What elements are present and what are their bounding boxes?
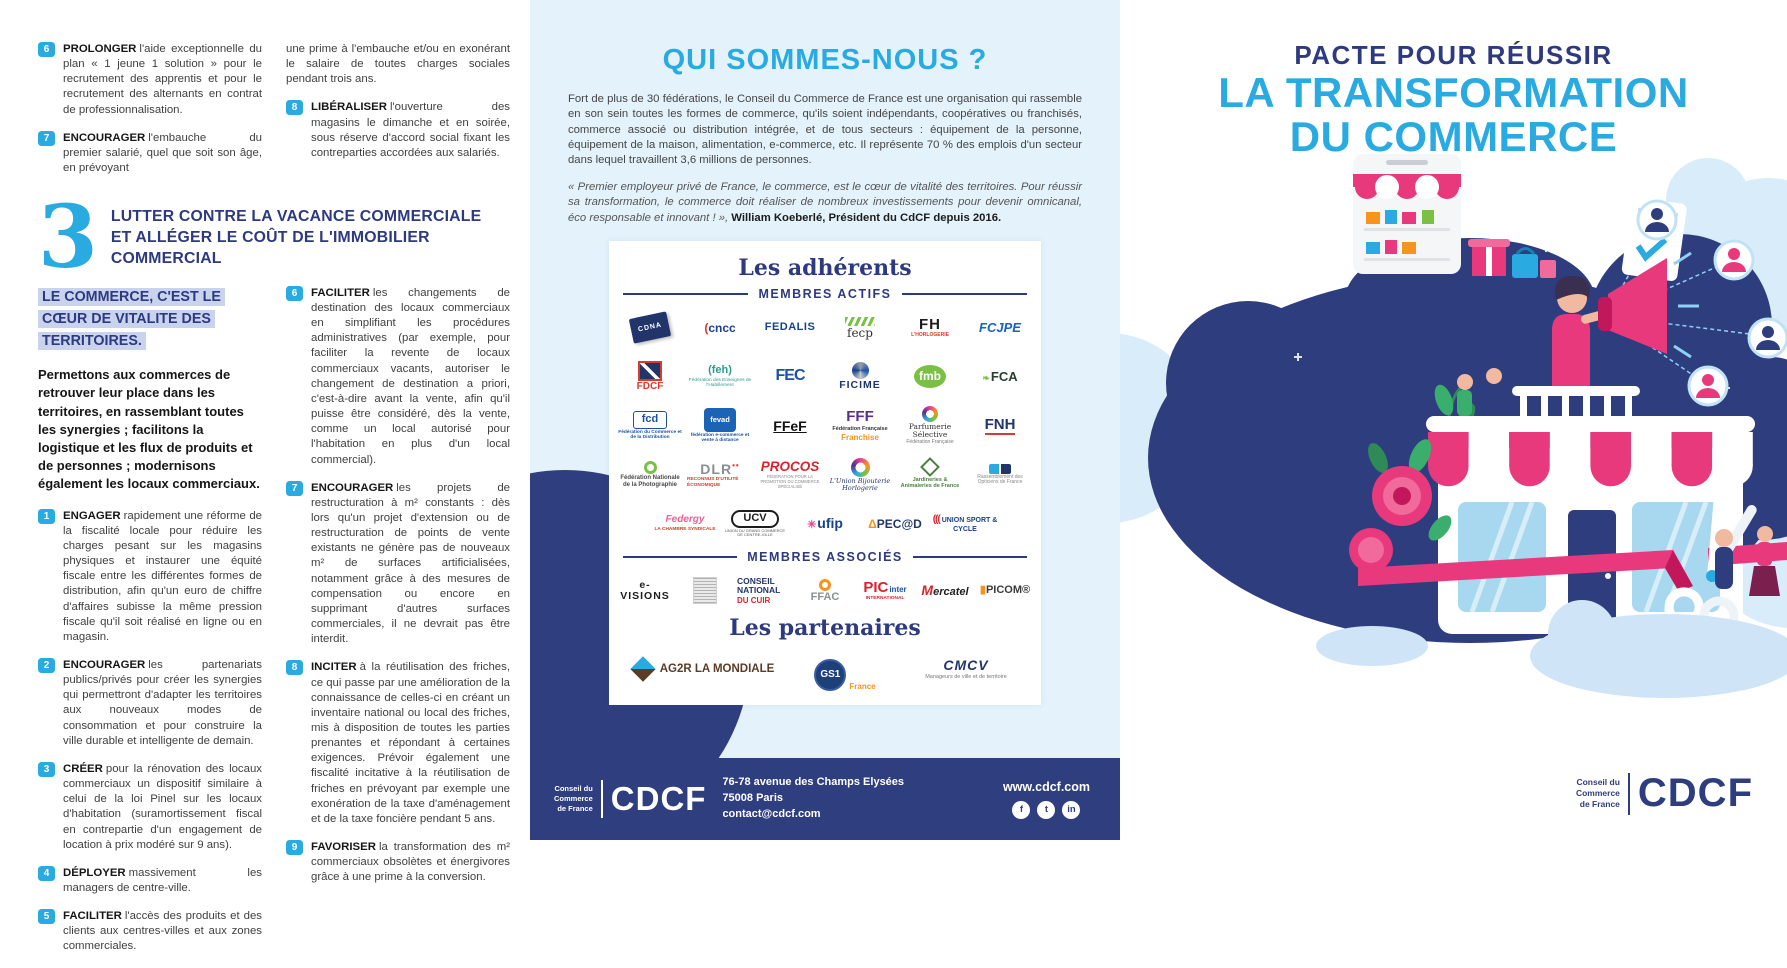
rainbow-ring-icon (851, 458, 870, 477)
item-keyword: DÉPLOYER (63, 866, 126, 879)
shop-window-left (1458, 502, 1546, 612)
logo-label: Jardineries & Animaleries de France (900, 477, 960, 489)
cover-title-line2: LA TRANSFORMATION (1218, 69, 1689, 116)
logo-label: FCJPE (979, 320, 1021, 336)
section-3-header (38, 187, 510, 289)
logo-label: FFAC (810, 590, 840, 603)
action-item-6 (286, 286, 510, 468)
divider-line (902, 293, 1027, 295)
item-number-badge: 9 (286, 840, 303, 855)
logo-subtitle: Fédération Française (906, 438, 954, 445)
item-number-badge: 6 (286, 286, 303, 301)
logo-cncc (687, 306, 753, 350)
active-members-row-1 (617, 306, 1033, 350)
item-number-badge: 7 (286, 481, 303, 496)
logo-conseil-national-cuir (737, 569, 793, 613)
cdcf-logo-bar (601, 780, 603, 818)
item-keyword: LIBÉRALISER (311, 101, 387, 114)
left-top-columns (38, 42, 510, 189)
logo-label: Fédération Nationale de la Photographie (620, 474, 680, 488)
logo-label: ❧ FCA (982, 370, 1017, 384)
cdcf-logo (554, 780, 706, 818)
logo-ffef (757, 404, 823, 448)
logo-fecp (827, 306, 893, 350)
diamond-icon (630, 656, 655, 681)
logo-subtitle: INTERNATIONAL (865, 596, 905, 602)
logo-label: CONSEIL NATIONAL (737, 575, 781, 595)
logo-fcd (617, 404, 683, 448)
logo-label: Parfumerie Sélective (908, 422, 952, 439)
divider-line (913, 556, 1027, 558)
action-item-7-top (38, 131, 262, 176)
logo-fevad (687, 404, 753, 448)
item-body: les projets de restructuration à m² constants : dès lors qu'un projet d'extension ou de restructuration de points de vente existants ne génère pas de nouveaux m² de surfaces artificialisées, notamment grâce à des mesures de compensation ou encore en supprimant d'autres surfaces commerciales, il ne devrait pas être interdit. (311, 481, 510, 646)
logo-fh-horlogerie (897, 306, 963, 350)
logo-ffac (797, 569, 853, 613)
green-stripes-icon (845, 317, 875, 326)
members-card (609, 241, 1041, 705)
linkedin-icon[interactable]: in (1062, 801, 1080, 819)
balcony-rail (1512, 386, 1640, 396)
logo-label: PIC (863, 578, 889, 596)
logo-jardineries-animaleries (897, 453, 963, 497)
logo-parfumerie-selective (897, 404, 963, 448)
website-url[interactable]: www.cdcf.com (1002, 779, 1090, 794)
action-item-9 (286, 840, 510, 885)
associate-members-label: MEMBRES ASSOCIÉS (747, 549, 903, 564)
logo-ufip (792, 502, 858, 546)
logo-label: CDNA (629, 312, 672, 345)
logo-label: Δ PEC@D (868, 518, 922, 531)
logo-label: FFF (846, 408, 874, 426)
avatar-icon (1749, 319, 1787, 357)
item-keyword: FACILITER (63, 910, 122, 923)
cdcf-small-line: Conseil du (1576, 776, 1620, 787)
item-keyword: PROLONGER (63, 43, 137, 55)
logo-subtitle: Fédération du Commerce et de la Distribution (618, 429, 682, 441)
cover-title-line1: PACTE POUR RÉUSSIR (1294, 40, 1613, 70)
active-members-row-3 (617, 404, 1033, 448)
logo-fff-franchise (827, 404, 893, 448)
logo-subtitle: Fédération Française (832, 426, 888, 433)
logo-label: PROCOS (760, 459, 820, 475)
cover-title (1120, 40, 1787, 158)
logo-pic-international (857, 569, 913, 613)
logo-label: FICIME (839, 379, 881, 392)
logo-fca (967, 355, 1033, 399)
action-item-2 (38, 658, 262, 749)
item-body: rapidement une réforme de la fiscalité locale pour réduire les charges pesant sur les magasins physiques et instaurer une équité fiscale entre les différentes formes de distribution, afin qu'un euro de chiffre d'affaires subisse la même pression fiscale qu'il soit réalisé en ligne ou en magasin. (63, 509, 262, 643)
logo-fcjpe (967, 306, 1033, 350)
item-body: à la réutilisation des friches, ce qui passe par une amélioration de la connaissance de celles-ci en créant un inventaire national ou local des friches, mis à disposition de toutes les parties prenantes et répondant à certaines exigences. Prévoir également une fiscalité incitative à la réutilisation de friches en prévoyant par exemple une exonération de la taxe d'aménagement et de la taxe foncière pendant 5 ans. (311, 661, 510, 825)
partners-title: Les partenaires (729, 614, 921, 641)
partners-row (617, 647, 1033, 691)
action-item-3 (38, 762, 262, 853)
divider-line (623, 556, 737, 558)
logo-e-visions (617, 569, 673, 613)
cdcf-logo-small-text (1576, 777, 1620, 810)
logo-subtitle: UNION DU GRAND COMMERCE DE CENTRE-VILLE (724, 527, 786, 538)
logo-label: e-VISIONS (620, 578, 670, 602)
gs1-circle-icon (814, 659, 846, 691)
logo-label: CMCV (943, 656, 989, 673)
logo-label: DLR •• (700, 462, 739, 477)
item-keyword: ENCOURAGER (311, 481, 394, 494)
item-body: les partenariats publics/privés pour créer les synergies qui permettront d'adapter les territoires aux nouveaux modes de consommation et pour construire la ville durable et intelligente de demain. (63, 658, 262, 747)
logo-subtitle: LA CHAMBRE SYNDICALE (654, 526, 716, 532)
active-members-label: MEMBRES ACTIFS (758, 286, 892, 301)
logo-apecad (862, 502, 928, 546)
avatar-icon (1689, 367, 1727, 405)
item-body: les changements de destination des locaux commerciaux en simplifiant les procédures administratives (par exemple, pour faciliter la revente de locaux commerciaux vacants, autoriser le changement de destination a priori, c'est-à-dire avant la vente, afin qu'il puisse être considéré, dès la vente, comme un local autorisé pour l'habitation en plus d'un local commercial). (311, 286, 510, 466)
active-members-row-2 (617, 355, 1033, 399)
item-number-badge: 5 (38, 909, 55, 924)
who-are-we-title: QUI SOMMES-NOUS ? (662, 44, 988, 76)
logo-label: ( feh ) (708, 365, 732, 377)
logo-label: fecp (847, 325, 873, 340)
avatar-icon (1638, 201, 1676, 239)
logo-label: Rassemblement des Opticiens de France (977, 474, 1023, 486)
section-title-line1: LUTTER CONTRE LA VACANCE COMMERCIALE (110, 208, 482, 226)
cdcf-logo (1576, 771, 1753, 816)
action-item-1 (38, 509, 262, 645)
quote-author: William Koeberlé, Président du CdCF depuis 2016. (731, 211, 1002, 224)
logo-fedalis (757, 306, 823, 350)
logo-label: ( cncc (704, 322, 735, 335)
item-number-badge: 8 (286, 100, 303, 115)
avatar-icon (1715, 241, 1753, 279)
orange-ring-icon (819, 579, 831, 591)
item-keyword: ENGAGER (63, 509, 121, 522)
president-quote (568, 180, 1082, 226)
green-diamond-icon (920, 457, 940, 477)
divider-line (623, 293, 748, 295)
logo-federation-photographie (617, 453, 683, 497)
item-keyword: FACILITER (311, 286, 370, 299)
logo-label: Federgy (665, 514, 705, 526)
cdcf-wordmark: CDCF (1637, 771, 1753, 815)
logo-engraving-emblem (677, 569, 733, 613)
action-item-5 (38, 909, 262, 954)
item-keyword: ENCOURAGER (63, 131, 146, 144)
action-item-6-top (38, 42, 262, 118)
associate-members-row (617, 569, 1033, 613)
logo-subtitle: Fédération des Enseignes de l'Habillement (688, 377, 752, 389)
cdcf-logo-bar (1628, 773, 1630, 815)
logo-label: UCV (731, 510, 778, 528)
address-city: 75008 Paris (722, 792, 783, 805)
logo-fnh (967, 404, 1033, 448)
address-block (722, 775, 904, 823)
item-number-badge: 7 (38, 131, 55, 146)
cover-title-line3: DU COMMERCE (1289, 112, 1618, 160)
logo-subtitle: Manageurs de ville et de territoire (925, 673, 1007, 680)
section-title (111, 207, 510, 270)
associate-members-divider (623, 550, 1027, 564)
item-number-badge: 3 (38, 762, 55, 777)
logo-union-bijouterie-horlogerie (827, 453, 893, 497)
website-block (1003, 780, 1096, 819)
intro-paragraph: Permettons aux commerces de retrouver leur place dans les territoires, en rassemblant toutes les synergies ; facilitons la logistique et les flux de produits et de personnes ; modernisons également les locaux commerciaux. (38, 367, 260, 492)
squares-icon (989, 464, 1011, 474)
logo-label: fmb (914, 365, 946, 388)
logo-label: FEC (775, 367, 805, 385)
logo-picom (977, 569, 1033, 613)
section-number: 3 (38, 187, 98, 289)
item-body: l'embauche du premier salarié, quel que soit son âge, en prévoyant (63, 131, 262, 175)
emblem-icon (638, 361, 662, 381)
logo-mercatel (917, 569, 973, 613)
adherents-title: Les adhérents (738, 254, 912, 281)
section-title-line2: ET ALLÉGER LE COÛT DE L'IMMOBILIER COMMERCIAL (110, 229, 430, 267)
logo-label: fcd (633, 411, 668, 429)
logo-ucv (722, 502, 788, 546)
item-7-continuation: une prime à l'embauche et/ou en exonérant le salaire de toutes charges sociales pendant trois ans. (286, 43, 510, 86)
logo-gs1-france (802, 647, 888, 691)
logo-label: Mercatel (921, 582, 969, 599)
logo-union-sport-cycle (932, 502, 998, 546)
highlight-text: LE COMMERCE, C'EST LE CŒUR DE VITALITE DES TERRITOIRES. (38, 288, 225, 350)
contact-email-link[interactable]: contact@cdcf.com (722, 807, 821, 820)
logo-label: ((( UNION SPORT & CYCLE (932, 514, 998, 534)
logo-feh (687, 355, 753, 399)
twitter-icon[interactable]: t (1037, 801, 1055, 819)
item-body: la transformation des m² commerciaux obsolètes et énergivores grâce à une prime à la conversion. (311, 841, 510, 884)
item-number-badge: 8 (286, 660, 303, 675)
logo-fec (757, 355, 823, 399)
logo-subtitle-2: Franchise (841, 433, 879, 443)
address-street: 76-78 avenue des Champs Elysées (722, 776, 905, 789)
logo-cdna (617, 306, 683, 350)
facebook-icon[interactable]: f (1012, 801, 1030, 819)
online-shop-icon (1353, 154, 1461, 274)
item-body: l'ouverture des magasins le dimanche et en soirée, sous réserve d'accord social fixant les contreparties accordées aux salariés. (311, 101, 510, 159)
logo-cmcv (906, 647, 1026, 691)
logo-ficime (827, 355, 893, 399)
item-number-badge: 4 (38, 866, 55, 881)
cdcf-small-line: Conseil du (554, 784, 593, 794)
active-members-row-5 (617, 502, 1033, 546)
highlight-statement (38, 286, 262, 352)
engraving-icon (693, 577, 717, 604)
logo-label: FFeF (773, 417, 807, 434)
logo-label: fevad (704, 408, 736, 432)
item-keyword: CRÉER (63, 762, 103, 775)
logo-subtitle: France (849, 681, 876, 691)
item-body: l'accès des produits et des clients aux centres-villes et aux zones commerciales. (63, 910, 262, 953)
item-keyword: INCITER (311, 661, 357, 674)
footer-band (530, 758, 1120, 840)
logo-label: GS1 (820, 669, 841, 681)
logo-label: L'Union Bijouterie Horlogerie (829, 477, 891, 492)
logo-dlr (687, 453, 753, 497)
logo-subtitle: RECONNUS D'UTILITÉ ÉCONOMIQUE (687, 477, 739, 488)
logo-subtitle: L'HORLOGERIE (911, 332, 949, 339)
camera-lens-icon (644, 461, 657, 474)
action-item-8-top (286, 100, 510, 161)
logo-label-2: inter (889, 584, 907, 594)
cover-illustration (1120, 148, 1787, 708)
cdcf-small-line: Commerce (554, 794, 593, 804)
logo-rassemblement-opticiens (967, 453, 1033, 497)
quote-text: « Premier employeur privé de France, le commerce, est le cœur de vitalité des territoires. Pour réussir sa transformation, le commerce doit réaliser de nombreux investissements pour devenir omnicanal, éco responsable et innovant ! », (568, 180, 1082, 224)
logo-subtitle: DU CUIR (737, 595, 771, 605)
logo-label: AG2R LA MONDIALE (659, 662, 775, 675)
middle-panel (530, 0, 1120, 840)
logo-fdcf (617, 355, 683, 399)
cdcf-small-line: de France (1579, 799, 1620, 810)
logo-procos (757, 453, 823, 497)
logo-label: FDCF (636, 381, 664, 393)
logo-subtitle: FÉDÉRATION POUR LA PROMOTION DU COMMERCE SPÉCIALISÉ (760, 474, 820, 489)
social-icons (1003, 801, 1090, 819)
item-keyword: ENCOURAGER (63, 658, 146, 671)
active-members-row-4 (617, 453, 1033, 497)
logo-subtitle: fédération e-commerce et vente à distance (690, 432, 750, 444)
item-number-badge: 6 (38, 42, 55, 57)
action-item-8 (286, 660, 510, 827)
cdcf-small-line: Commerce (1575, 787, 1620, 798)
logo-label: ▮ PICOM® (980, 585, 1030, 597)
action-item-4 (38, 866, 262, 896)
cdcf-wordmark: CDCF (610, 780, 707, 817)
logo-label: FEDALIS (764, 321, 816, 334)
logo-federgy (652, 502, 718, 546)
who-are-we-paragraph: Fort de plus de 30 fédérations, le Conseil du Commerce de France est une organisation qui rassemble en son sein toutes les formes de commerce, qu'ils soient indépendants, coopératives ou franchisés, commerce associé ou distribution intégrée, et de tous secteurs : équipement de la personne, équipement de la maison, alimentation, e-commerce, etc. Il représente 70 % des emplois d'un secteur dans lequel travaillent 3,6 millions de personnes. (568, 93, 1082, 167)
left-main-columns (38, 286, 510, 968)
logo-fmb (897, 355, 963, 399)
left-panel (0, 0, 530, 953)
right-panel (1120, 0, 1787, 840)
item-body: massivement les managers de centre-ville. (63, 866, 262, 894)
logo-label: ✳ ufip (807, 516, 843, 532)
active-members-divider (623, 287, 1027, 301)
item-number-badge: 2 (38, 658, 55, 673)
item-body: l'aide exceptionnelle du plan « 1 jeune 1 solution » pour le recrutement des apprentis et pour le recrutement des alternants en contrat de professionnalisation. (63, 43, 262, 116)
logo-label: FNH (984, 416, 1016, 433)
item-keyword: FAVORISER (311, 841, 376, 854)
swirl-icon (852, 362, 869, 379)
item-number-badge: 1 (38, 509, 55, 524)
dots-ring-icon (922, 406, 938, 422)
logo-label: FH (919, 315, 941, 333)
logo-ag2r-la-mondiale (624, 647, 784, 691)
action-item-7 (286, 481, 510, 648)
cdcf-small-line: de France (557, 803, 593, 813)
item-body: pour la rénovation des locaux commerciaux un dispositif similaire à celui de la loi Pinel sur les locaux d'habitation (suramortissement fiscal en contrepartie d'un engagement de location à prix modéré sur 9 ans). (63, 762, 262, 851)
cdcf-logo-small-text (554, 784, 593, 813)
